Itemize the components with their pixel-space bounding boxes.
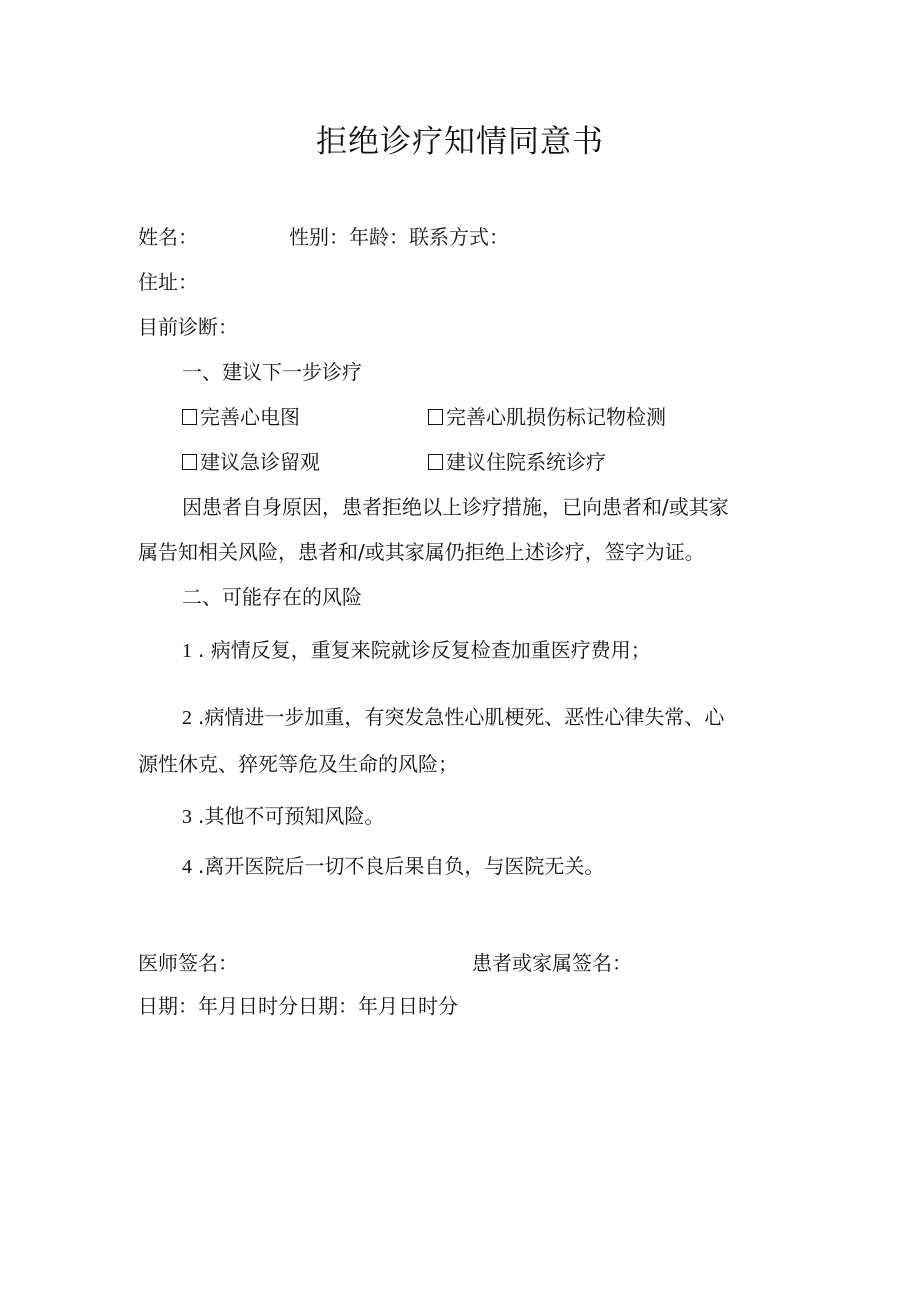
contact-label: 联系方式： xyxy=(409,225,509,249)
risk-text: . 病情反复，重复来院就诊反复检查加重医疗费用； xyxy=(198,638,651,662)
name-label: 姓名： xyxy=(138,225,198,249)
section2-heading: 二、可能存在的风险 xyxy=(182,585,362,609)
section1-heading: 一、建议下一步诊疗 xyxy=(182,360,362,384)
risk-text: .病情进一步加重，有突发急性心肌梗死、恶性心律失常、心 xyxy=(198,705,725,729)
option-label: 完善心肌损伤标记物检测 xyxy=(446,405,666,429)
option-label: 完善心电图 xyxy=(200,405,300,429)
gender-label: 性别： xyxy=(289,225,349,249)
date-line: 日期：年月日时分日期：年月日时分 xyxy=(138,994,458,1018)
checkbox-icon[interactable] xyxy=(182,409,197,425)
age-label: 年龄： xyxy=(349,225,409,249)
checkbox-icon[interactable] xyxy=(428,454,443,470)
diagnosis-label: 目前诊断： xyxy=(138,315,238,339)
risk-number: 3 xyxy=(182,806,192,828)
risk-item-2 xyxy=(182,704,724,731)
risk-item-3 xyxy=(182,803,384,830)
gender-age-contact-row xyxy=(289,224,509,250)
risk-item-2-continued: 源性休克、猝死等危及生命的风险； xyxy=(138,752,458,776)
doctor-signature-label: 医师签名： xyxy=(138,951,238,975)
option-myocardial-markers[interactable] xyxy=(428,404,666,430)
statement-line-2: 属告知相关风险，患者和/或其家属仍拒绝上述诊疗，签字为证。 xyxy=(138,540,705,564)
document-title: 拒绝诊疗知情同意书 xyxy=(316,124,604,160)
risk-text: .其他不可预知风险。 xyxy=(198,804,385,828)
risk-text: .离开医院后一切不良后果自负，与医院无关。 xyxy=(198,854,605,878)
statement-line-1: 因患者自身原因，患者拒绝以上诊疗措施，已向患者和/或其家 xyxy=(182,495,729,519)
risk-item-4 xyxy=(182,853,604,880)
option-emergency-observation[interactable] xyxy=(182,449,320,475)
checkbox-icon[interactable] xyxy=(182,454,197,470)
option-label: 建议急诊留观 xyxy=(200,450,320,474)
option-hospitalization[interactable] xyxy=(428,449,606,475)
risk-number: 1 xyxy=(182,640,192,662)
patient-signature-label: 患者或家属签名： xyxy=(472,951,632,975)
option-label: 建议住院系统诊疗 xyxy=(446,450,606,474)
option-ecg[interactable] xyxy=(182,404,300,430)
address-label: 住址： xyxy=(138,270,198,294)
risk-item-1 xyxy=(182,637,651,664)
checkbox-icon[interactable] xyxy=(428,409,443,425)
risk-number: 4 xyxy=(182,856,192,878)
risk-number: 2 xyxy=(182,707,192,729)
